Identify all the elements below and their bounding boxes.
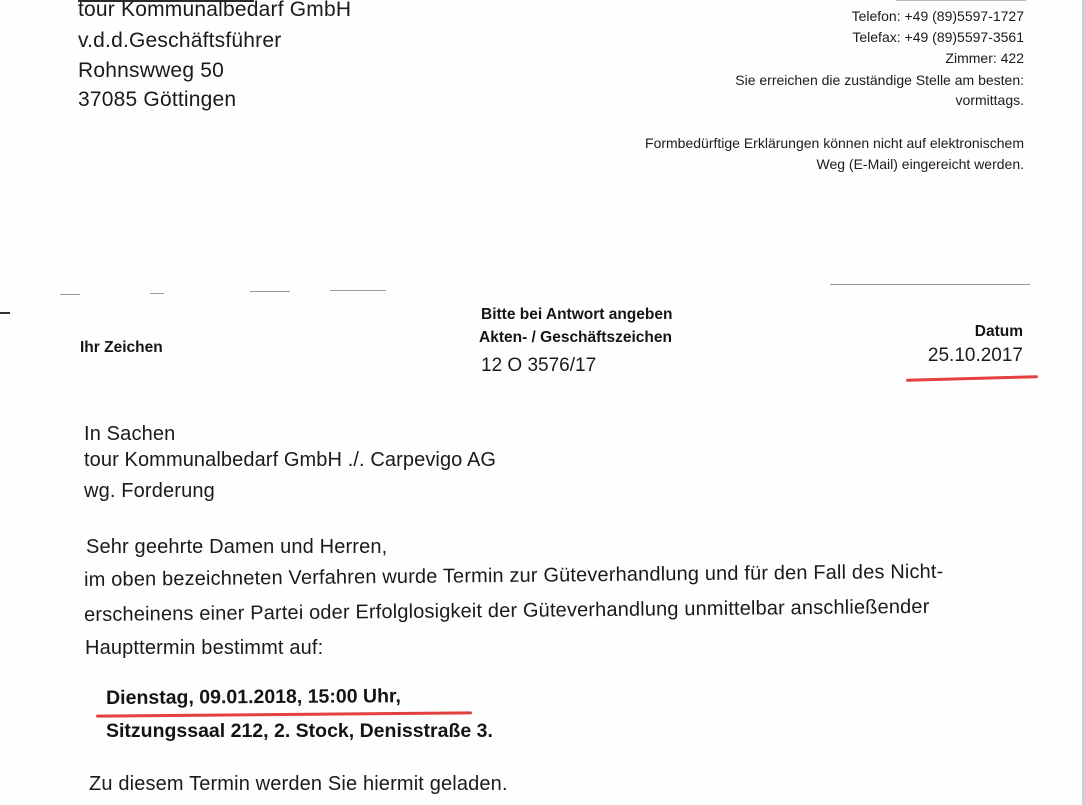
recipient-city: 37085 Göttingen: [78, 88, 237, 111]
contact-room: Zimmer: 422: [945, 50, 1024, 66]
body-paragraph-line-1: im oben bezeichneten Verfahren wurde Termin zur Güteverhandlung und für den Fall des Nicht-: [84, 560, 944, 591]
scan-mark: [60, 294, 80, 295]
subject-parties: tour Kommunalbedarf GmbH ./. Carpevigo AG: [84, 449, 497, 471]
letter-date: 25.10.2017: [927, 345, 1023, 366]
scan-mark: [150, 293, 164, 294]
subject-matter: wg. Forderung: [84, 480, 215, 502]
header-rule-right: [896, 0, 1026, 1]
scan-mark: [250, 291, 290, 292]
recipient-street: Rohnswweg 50: [78, 59, 224, 82]
file-number: 12 O 3576/17: [481, 355, 597, 376]
file-number-label: Akten- / Geschäftszeichen: [479, 329, 672, 346]
appointment-place: Sitzungssaal 212, 2. Stock, Denisstraße 3.: [106, 720, 493, 742]
reply-hint: Bitte bei Antwort angeben: [481, 306, 673, 323]
date-highlight-underline: [906, 375, 1038, 382]
contact-phone: Telefon: +49 (89)5597-1727: [851, 8, 1024, 24]
appointment-highlight-underline: [96, 711, 472, 717]
notice-line-2: Weg (E-Mail) eingereicht werden.: [816, 156, 1024, 172]
contact-availability: Sie erreichen die zuständige Stelle am besten:: [735, 72, 1024, 88]
body-paragraph-line-2: erscheinens einer Partei oder Erfolglosigkeit der Güteverhandlung unmittelbar anschließender: [84, 595, 930, 626]
salutation: Sehr geehrte Damen und Herren,: [86, 536, 388, 558]
recipient-company: tour Kommunalbedarf GmbH: [78, 0, 352, 21]
closing-sentence: Zu diesem Termin werden Sie hiermit geladen.: [89, 773, 508, 795]
notice-line-1: Formbedürftige Erklärungen können nicht auf elektronischem: [645, 135, 1024, 151]
contact-availability-time: vormittags.: [955, 92, 1024, 108]
date-label: Datum: [974, 323, 1023, 340]
fold-mark: [0, 312, 10, 314]
scan-mark: [830, 284, 1030, 285]
appointment-date: Dienstag, 09.01.2018, 15:00 Uhr,: [106, 685, 401, 709]
scan-mark: [330, 290, 386, 291]
subject-intro: In Sachen: [84, 423, 176, 445]
recipient-representative: v.d.d.Geschäftsführer: [78, 29, 282, 52]
body-paragraph-line-3: Haupttermin bestimmt auf:: [85, 637, 324, 659]
your-reference-label: Ihr Zeichen: [80, 339, 163, 356]
contact-fax: Telefax: +49 (89)5597-3561: [852, 29, 1024, 45]
